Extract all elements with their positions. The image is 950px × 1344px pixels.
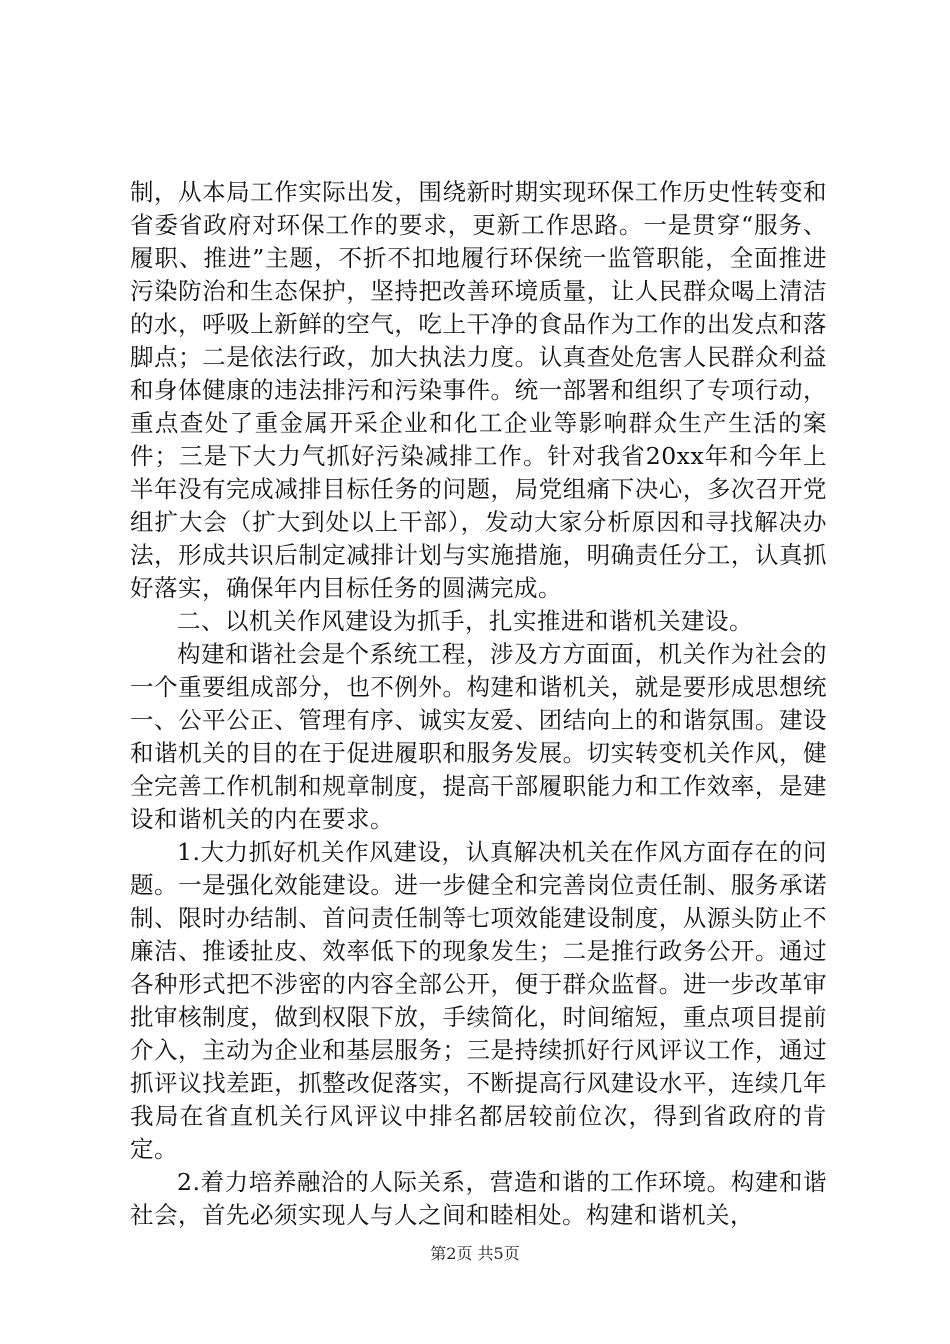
paragraph: 2.着力培养融洽的人际关系，营造和谐的工作环境。构建和谐社会，首先必须实现人与人之间和睦相处。构建和谐机关， [130, 1168, 827, 1229]
document-body [130, 176, 827, 1232]
paragraph-continued: 制，从本局工作实际出发，围绕新时期实现环保工作历史性转变和省委省政府对环保工作的要求，更新工作思路。一是贯穿“服务、履职、推进”主题，不折不扣地履行环保统一监管职能，全面推进污染防治和生态保护，坚持把改善环境质量，让人民群众喝上清洁的水，呼吸上新鲜的空气，吃上干净的食品作为工作的出发点和落脚点；二是依法行政，加大执法力度。认真查处危害人民群众利益和身体健康的违法排污和污染事件。统一部署和组织了专项行动，重点查处了重金属开采企业和化工企业等影响群众生产生活的案件；三是下大力气抓好污染减排工作。针对我省20xx年和今年上半年没有完成减排目标任务的问题，局党组痛下决心，多次召开党组扩大会（扩大到处以上干部），发动大家分析原因和寻找解决办法，形成共识后制定减排计划与实施措施，明确责任分工，认真抓好落实，确保年内目标任务的圆满完成。 [130, 178, 827, 602]
section-heading: 二、以机关作风建设为抓手，扎实推进和谐机关建设。 [177, 607, 753, 635]
paragraph: 构建和谐社会是个系统工程，涉及方方面面，机关作为社会的一个重要组成部分，也不例外。构建和谐机关，就是要形成思想统一、公平公正、管理有序、诚实友爱、团结向上的和谐氛围。建设和谐机关的目的在于促进履职和服务发展。切实转变机关作风，健全完善工作机制和规章制度，提高干部履职能力和工作效率，是建设和谐机关的内在要求。 [130, 640, 827, 833]
page-footer: 第2页 共5页 [430, 1244, 520, 1263]
paragraph: 1.大力抓好机关作风建设，认真解决机关在作风方面存在的问题。一是强化效能建设。进一步健全和完善岗位责任制、服务承诺制、限时办结制、首问责任制等七项效能建设制度，从源头防止不廉洁、推诿扯皮、效率低下的现象发生；二是推行政务公开。通过各种形式把不涉密的内容全部公开，便于群众监督。进一步改革审批审核制度，做到权限下放，手续简化，时间缩短，重点项目提前介入，主动为企业和基层服务；三是持续抓好行风评议工作，通过抓评议找差距，抓整改促落实，不断提高行风建设水平，连续几年我局在省直机关行风评议中排名都居较前位次，得到省政府的肯定。 [130, 838, 827, 1163]
